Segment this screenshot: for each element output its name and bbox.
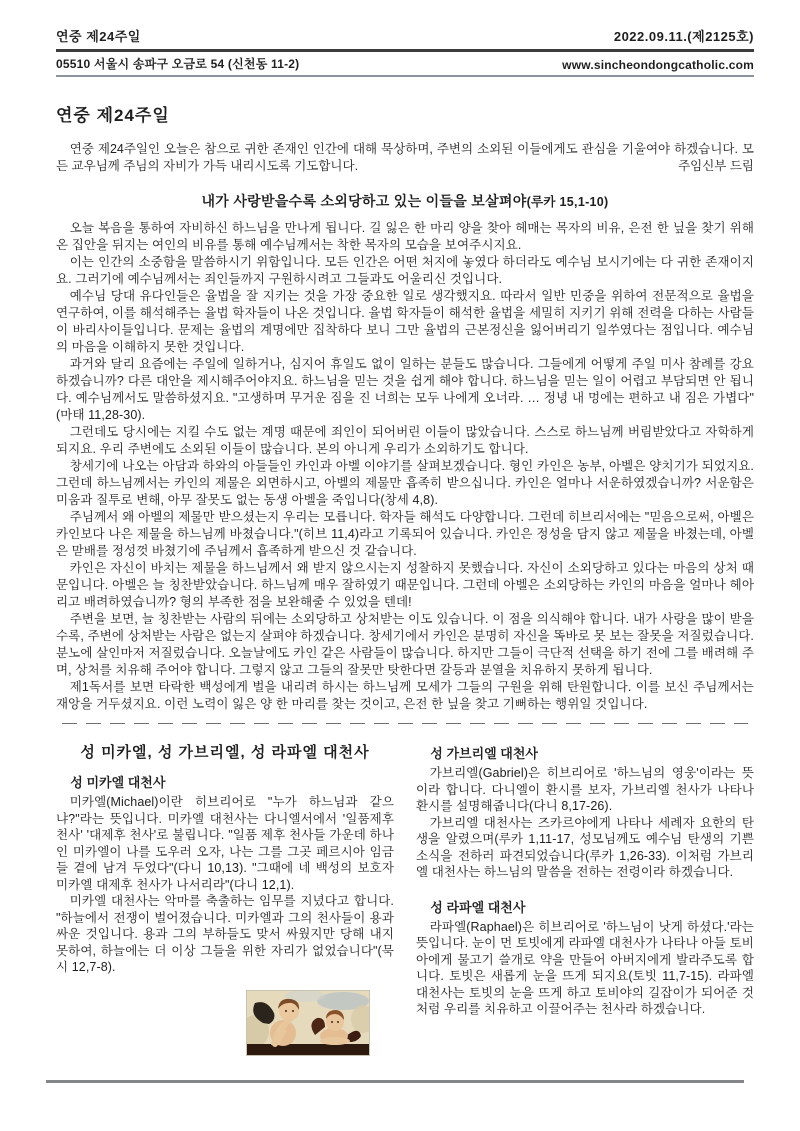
archangels-right-column [416,737,754,1056]
greeting-text: 연중 제24주일인 오늘은 참으로 귀한 존재인 인간에 대해 묵상하며, 주변의 소외된 이들에게도 관심을 기울여야 하겠습니다. 모든 교우님께 주님의 자비가 가득 내리시도록 기도합니다. [56,142,754,173]
issue-name: 연중 제24주일 [56,29,141,44]
michael-heading: 성 미카엘 대천사 [70,775,166,790]
header-row-bottom [56,55,754,72]
homily-paragraph: 주님께서 왜 아벨의 제물만 받으셨는지 우리는 모릅니다. 학자들 해석도 다양합니다. 그런데 히브리서에는 "믿음으로써, 아벨은 카인보다 나은 제물을 하느님께 바쳤습니다."(히브 11,4)라고 기록되어 있습니다. 카인은 정성을 담지 않고 제물을 바쳤는데, 아벨은 맏배를 정성껏 바쳤기에 주님께서 흡족하게 받으신 것 같습니다. [56,510,754,558]
homily-title-text: 내가 사랑받을수록 소외당하고 있는 이들을 보살펴야 [201,193,527,209]
homily-title [56,191,754,211]
homily-paragraph: 이는 인간의 소중함을 말씀하시기 위함입니다. 모든 인간은 어떤 처지에 놓였다 하더라도 예수님 보시기에는 다 귀한 존재이지요. 그러기에 예수님께서는 죄인들까지 구원하시려고 그들과도 어울리신 것입니다. [56,255,754,286]
article-title: 연중 제24주일 [56,106,170,125]
homily-body [56,220,754,713]
bulletin-header [56,26,754,77]
church-address: 05510 서울시 송파구 오금로 54 (신천동 11-2) [56,57,300,71]
footer-rule [46,1080,744,1083]
church-website: www.sincheondongcatholic.com [562,58,754,72]
dashed-divider [62,723,748,725]
homily-paragraph: 그런데도 당시에는 지킬 수도 없는 계명 때문에 죄인이 되어버린 이들이 많았습니다. 스스로 하느님께 버림받았다고 자학하게 되지요. 우리 주변에도 소외된 이들이 많습니다. 본의 아니게 우리가 소외하기도 합니다. [56,425,754,456]
header-rule-dark [56,49,754,52]
homily-paragraph: 예수님 당대 유다인들은 율법을 잘 지키는 것을 가장 중요한 일로 생각했지요. 따라서 일반 민중을 위하여 전문적으로 율법을 연구하여, 이를 해석해주는 율법 학자들이 나온 것입니다. 율법 학자들이 해석한 율법을 세밀히 지키기 위해 전력을 다하는 사람들이 바리사이들입니다. 문제는 율법의 계명에만 집착하다 보니 그만 율법의 근본정신을 잃어버리기 일쑤였다는 점입니다. 예수님의 마음을 이해하지 못한 것입니다. [56,289,754,354]
archangels-section [56,737,754,1056]
issue-date-number: 2022.09.11.(제2125호) [613,29,754,44]
cherub-angels-illustration [247,991,369,1055]
header-rule-gray [56,75,754,77]
pastor-greeting [56,141,754,175]
cherub-angels-image [246,990,370,1056]
raphael-paragraph: 라파엘(Raphael)은 히브리어로 '하느님이 낫게 하셨다.'라는 뜻입니다. 눈이 먼 토빗에게 라파엘 대천사가 나타나 아들 토비아에게 물고기 쓸개로 약을 만들어 아버지에게 발라주도록 합니다. 토빗은 새롭게 눈을 뜨게 되지요(토빗 11,7-15). 라파엘 대천사는 토빗의 눈을 뜨게 하고 토비야의 길잡이가 되어준 것처럼 우리를 치유하고 이끌어주는 천사라 하겠습니다. [416,919,754,1016]
homily-paragraph: 주변을 보면, 늘 칭찬받는 사람의 뒤에는 소외당하고 상처받는 이도 있습니다. 이 점을 의식해야 합니다. 내가 사랑을 많이 받을수록, 주변에 상처받는 사람은 없는지 살펴야 하겠습니다. 창세기에서 카인은 분명히 자신을 똑바로 못 보는 잘못을 저질렀습니다. 분노에 살인마저 저질렀습니다. 오늘날에도 카인 같은 사람들이 많습니다. 하지만 그들이 극단적 선택을 하기 전에 그를 배려해 주며, 상처를 치유해 주어야 합니다. 그렇지 않고 그들의 잘못만 탓한다면 갈등과 분열을 치유하지 못하게 됩니다. [56,612,754,677]
gabriel-paragraph: 가브리엘(Gabriel)은 히브리어로 '하느님의 영웅'이라는 뜻이라 합니다. 다니엘이 환시를 보자, 가브리엘 천사가 나타나 환시를 설명해줍니다(다니 8,17-26). [416,766,754,813]
scripture-reference: (루카 15,1-10) [526,195,609,209]
gabriel-paragraph: 가브리엘 대천사는 즈카르야에게 나타나 세례자 요한의 탄생을 알렸으며(루카 1,11-17, 성모님께도 예수님 탄생의 기쁜 소식을 전하러 파견되었습니다(루카 1,26-33). 이처럼 가브리엘 대천사는 하느님의 말씀을 전하는 전령이라 하겠습니다. [416,815,754,879]
michael-paragraph: 미카엘 대천사는 악마를 축출하는 임무를 지녔다고 합니다. "하늘에서 전쟁이 벌어졌습니다. 미카엘과 그의 천사들이 용과 싸운 것입니다. 용과 그의 부하들도 맞서 싸웠지만 당해 내지 못하여, 하늘에는 더 이상 그들을 위한 자리가 없었습니다"(묵시 12,7-8). [56,894,394,974]
pastor-signature: 주임신부 드림 [678,159,754,173]
archangels-section-title: 성 미카엘, 성 가브리엘, 성 라파엘 대천사 [80,744,370,761]
homily-paragraph: 창세기에 나오는 아담과 하와의 아들들인 카인과 아벨 이야기를 살펴보겠습니다. 형인 카인은 농부, 아벨은 양치기가 되었지요. 그런데 하느님께서는 카인의 제물은 외면하시고, 아벨의 제물만 흡족히 받으십니다. 카인은 얼마나 서운하였겠습니까? 서운함은 미움과 질투로 변해, 아무 잘못도 없는 동생 아벨을 죽입니다(창세 4,8). [56,459,754,507]
homily-paragraph: 오늘 복음을 통하여 자비하신 하느님을 만나게 됩니다. 길 잃은 한 마리 양을 찾아 헤매는 목자의 비유, 은전 한 닢을 찾기 위해 온 집안을 뒤지는 여인의 비유를 통해 예수님께서는 착한 목자의 모습을 보여주시지요. [56,221,754,252]
header-row-top [56,26,754,45]
homily-paragraph: 제1독서를 보면 타락한 백성에게 벌을 내리려 하시는 하느님께 모세가 그들의 구원을 위해 탄원합니다. 이를 보신 주님께서는 재앙을 거두셨지요. 이런 노력이 잃은 양 한 마리를 찾는 것이고, 은전 한 닢을 찾고 기뻐하는 행위일 것입니다. [56,680,754,711]
main-article [56,101,754,713]
michael-paragraph: 미카엘(Michael)이란 히브리어로 "누가 하느님과 같으냐?"라는 뜻입니다. 미카엘 대천사는 다니엘서에서 '일품제후 천사' '대제후 천사'로 불립니다. "일품 제후 천사들 가운데 하나인 미카엘이 나를 도우러 오자, 나는 그를 그곳 페르시아 임금들 곁에 남겨 두었다"(다니 10,13). "그때에 네 백성의 보호자 미카엘 대제후 천사가 나서리라"(다니 12,1). [56,795,394,892]
homily-paragraph: 카인은 자신이 바치는 제물을 하느님께서 왜 받지 않으시는지 성찰하지 못했습니다. 자신이 소외당하고 있다는 마음의 상처 때문입니다. 아벨은 늘 칭찬받았습니다. 하느님께 매우 잘하였기 때문입니다. 그런데 아벨은 소외당하는 카인의 마음을 얼마나 헤아리고 배려하였습니까? 형의 부족한 점을 보완해줄 수 있었을 텐데! [56,561,754,609]
raphael-heading: 성 라파엘 대천사 [430,899,526,915]
homily-paragraph: 과거와 달리 요즘에는 주일에 일하거나, 심지어 휴일도 없이 일하는 분들도 많습니다. 그들에게 어떻게 주일 미사 참례를 강요하겠습니까? 다른 대안을 제시해주어야지요. 하느님을 믿는 것을 쉽게 해야 합니다. 하느님을 믿는 일이 어렵고 부담되면 안 됩니다. 예수님께서도 말씀하셨지요. "고생하며 무거운 짐을 진 너희는 모두 나에게 오너라. … 정녕 내 멍에는 편하고 내 짐은 가볍다"(마태 11,28-30). [56,357,754,422]
archangels-left-column [56,737,394,1056]
gabriel-heading: 성 가브리엘 대천사 [430,746,538,761]
